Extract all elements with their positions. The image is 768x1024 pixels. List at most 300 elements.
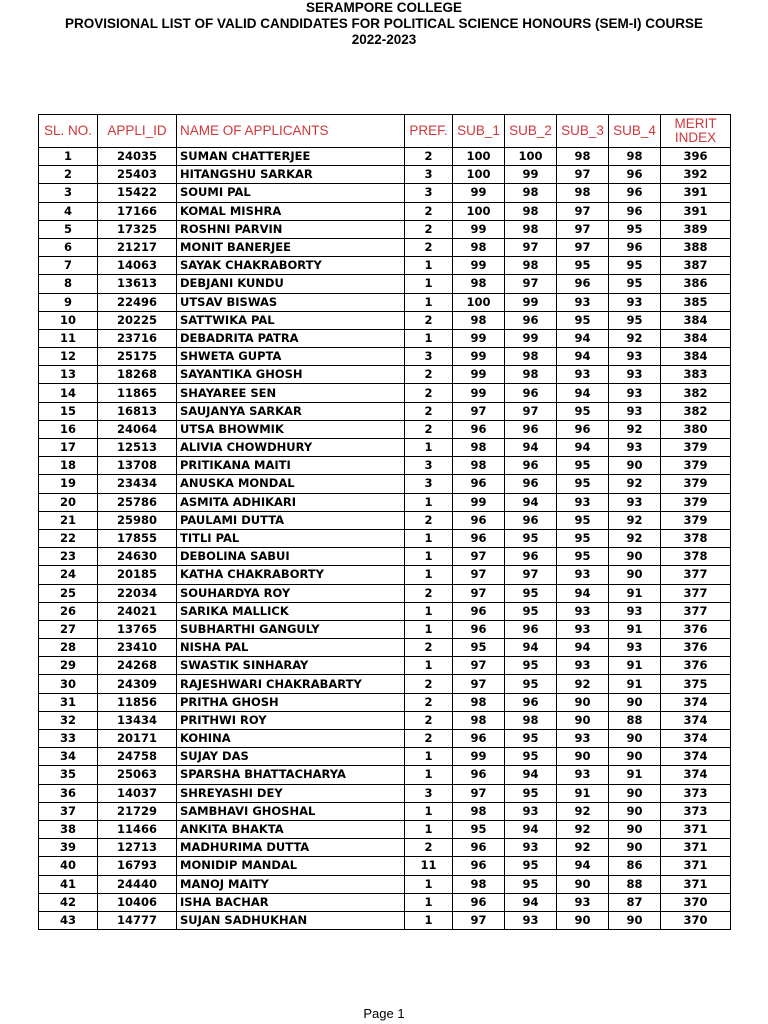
col-sub-4-cell: 95 — [609, 275, 661, 293]
col-sub-2-cell: 96 — [505, 420, 557, 438]
col-sl-no-cell: 1 — [39, 148, 98, 166]
col-name-cell: SOUHARDYA ROY — [177, 584, 405, 602]
table-row — [39, 657, 731, 675]
col-sub-1-cell: 96 — [453, 839, 505, 857]
table-row — [39, 148, 731, 166]
col-name-cell: SPARSHA BHATTACHARYA — [177, 766, 405, 784]
col-sub-2-cell: 96 — [505, 548, 557, 566]
col-name-cell: MADHURIMA DUTTA — [177, 839, 405, 857]
col-sub-1-cell: 98 — [453, 311, 505, 329]
col-pref-cell: 1 — [405, 911, 453, 929]
col-pref-cell: 1 — [405, 529, 453, 547]
col-name-cell: PRITHA GHOSH — [177, 693, 405, 711]
col-sub-1-cell: 97 — [453, 675, 505, 693]
col-name-cell: DEBJANI KUNDU — [177, 275, 405, 293]
table-row — [39, 711, 731, 729]
col-sl-no-cell: 26 — [39, 602, 98, 620]
col-merit-index-cell: 374 — [661, 711, 731, 729]
col-merit-index-cell: 391 — [661, 202, 731, 220]
col-name-cell: DEBADRITA PATRA — [177, 329, 405, 347]
col-pref-cell: 2 — [405, 584, 453, 602]
col-sub-4-cell: 93 — [609, 439, 661, 457]
table-row — [39, 730, 731, 748]
col-pref-cell: 1 — [405, 802, 453, 820]
col-sub-3-cell: 94 — [557, 857, 609, 875]
col-name-cell: SAMBHAVI GHOSHAL — [177, 802, 405, 820]
list-title: PROVISIONAL LIST OF VALID CANDIDATES FOR POLITICAL SCIENCE HONOURS (SEM-I) COURSE — [64, 16, 704, 31]
col-sub-3-cell: 97 — [557, 166, 609, 184]
table-row — [39, 566, 731, 584]
col-sub-3-cell: 97 — [557, 202, 609, 220]
col-sl-no-cell: 19 — [39, 475, 98, 493]
col-name-cell: SATTWIKA PAL — [177, 311, 405, 329]
col-sub-3-cell: 93 — [557, 766, 609, 784]
col-sub-4-cell: 93 — [609, 402, 661, 420]
col-pref-cell: 1 — [405, 893, 453, 911]
col-appli-id-cell: 11865 — [98, 384, 177, 402]
col-sl-no-cell: 14 — [39, 384, 98, 402]
col-sub-1-cell: 100 — [453, 148, 505, 166]
col-sub-3-cell: 93 — [557, 657, 609, 675]
col-sub-4-cell: 87 — [609, 893, 661, 911]
col-appli-id-cell: 22034 — [98, 584, 177, 602]
col-pref-cell: 2 — [405, 693, 453, 711]
table-row — [39, 911, 731, 929]
col-appli-id-cell: 17325 — [98, 220, 177, 238]
col-name-cell: SHAYAREE SEN — [177, 384, 405, 402]
col-appli-id-cell: 12513 — [98, 439, 177, 457]
col-sub-2-cell: 93 — [505, 802, 557, 820]
col-pref-cell: 2 — [405, 402, 453, 420]
col-sub-4-cell: 96 — [609, 184, 661, 202]
col-sub-1-cell: 96 — [453, 475, 505, 493]
page-number: Page 1 — [363, 1006, 405, 1021]
col-name-cell: SAUJANYA SARKAR — [177, 402, 405, 420]
col-sub-2-cell: 95 — [505, 784, 557, 802]
col-sl-no-cell: 20 — [39, 493, 98, 511]
col-name-cell: SUJAN SADHUKHAN — [177, 911, 405, 929]
col-appli-id-cell: 17855 — [98, 529, 177, 547]
col-sub-1-cell: 98 — [453, 693, 505, 711]
table-row — [39, 802, 731, 820]
col-sub-2-cell: 95 — [505, 748, 557, 766]
col-sub-3-cell: 95 — [557, 457, 609, 475]
col-sub-4-cell: 93 — [609, 384, 661, 402]
table-row — [39, 220, 731, 238]
col-pref-cell: 2 — [405, 730, 453, 748]
col-sub-2-cell: 98 — [505, 257, 557, 275]
col-sub-2-cell: 95 — [505, 875, 557, 893]
col-sub-2-cell: 98 — [505, 202, 557, 220]
col-sub-1-cell: 99 — [453, 220, 505, 238]
col-sub-2-cell: 99 — [505, 166, 557, 184]
col-sub-4-cell: 96 — [609, 238, 661, 256]
col-appli-id-cell: 25063 — [98, 766, 177, 784]
col-pref-cell: 2 — [405, 511, 453, 529]
col-sl-no-cell: 33 — [39, 730, 98, 748]
col-sub-1-cell: 96 — [453, 730, 505, 748]
col-pref-cell: 2 — [405, 711, 453, 729]
col-appli-id-header: APPLI_ID — [98, 115, 177, 148]
col-sl-no-cell: 24 — [39, 566, 98, 584]
col-sub-4-cell: 92 — [609, 329, 661, 347]
col-pref-cell: 1 — [405, 548, 453, 566]
col-sl-no-cell: 40 — [39, 857, 98, 875]
col-merit-index-cell: 388 — [661, 238, 731, 256]
col-sub-4-cell: 96 — [609, 202, 661, 220]
col-sub-1-cell: 96 — [453, 602, 505, 620]
table-row — [39, 748, 731, 766]
col-merit-index-cell: 371 — [661, 820, 731, 838]
col-pref-cell: 2 — [405, 366, 453, 384]
col-merit-index-cell: 374 — [661, 693, 731, 711]
table-row — [39, 293, 731, 311]
col-merit-index-cell: 387 — [661, 257, 731, 275]
col-sub-4-cell: 95 — [609, 311, 661, 329]
col-merit-index-cell: 371 — [661, 857, 731, 875]
col-sub-2-cell: 94 — [505, 493, 557, 511]
col-sl-no-cell: 41 — [39, 875, 98, 893]
col-sl-no-cell: 2 — [39, 166, 98, 184]
col-sl-no-cell: 28 — [39, 639, 98, 657]
col-name-cell: ANUSKA MONDAL — [177, 475, 405, 493]
col-sub-4-cell: 98 — [609, 148, 661, 166]
col-sub-3-cell: 95 — [557, 529, 609, 547]
col-sub-2-cell: 99 — [505, 329, 557, 347]
table-row — [39, 584, 731, 602]
table-row — [39, 202, 731, 220]
col-sub-2-cell: 96 — [505, 620, 557, 638]
table-row — [39, 439, 731, 457]
col-merit-index-cell: 379 — [661, 475, 731, 493]
col-sl-no-cell: 42 — [39, 893, 98, 911]
col-appli-id-cell: 13708 — [98, 457, 177, 475]
col-merit-index-cell: 373 — [661, 802, 731, 820]
col-appli-id-cell: 18268 — [98, 366, 177, 384]
candidates-table — [38, 114, 731, 930]
col-appli-id-cell: 24021 — [98, 602, 177, 620]
col-sub-1-cell: 96 — [453, 529, 505, 547]
col-sl-no-cell: 17 — [39, 439, 98, 457]
col-name-cell: RAJESHWARI CHAKRABARTY — [177, 675, 405, 693]
col-sl-no-cell: 10 — [39, 311, 98, 329]
col-sub-2-cell: 93 — [505, 911, 557, 929]
col-appli-id-cell: 24268 — [98, 657, 177, 675]
col-sub-2-cell: 98 — [505, 184, 557, 202]
col-appli-id-cell: 13765 — [98, 620, 177, 638]
col-merit-index-cell: 379 — [661, 457, 731, 475]
col-sub-1-cell: 97 — [453, 402, 505, 420]
col-merit-index-cell: 386 — [661, 275, 731, 293]
col-name-cell: KOMAL MISHRA — [177, 202, 405, 220]
col-sub-4-cell: 92 — [609, 511, 661, 529]
table-row — [39, 820, 731, 838]
col-sl-no-cell: 7 — [39, 257, 98, 275]
col-pref-cell: 3 — [405, 184, 453, 202]
col-sl-no-cell: 37 — [39, 802, 98, 820]
col-sub-4-cell: 96 — [609, 166, 661, 184]
col-sl-no-cell: 21 — [39, 511, 98, 529]
col-merit-index-cell: 391 — [661, 184, 731, 202]
col-sub-3-cell: 95 — [557, 475, 609, 493]
col-merit-index-cell: 392 — [661, 166, 731, 184]
col-sub-4-cell: 91 — [609, 584, 661, 602]
col-merit-index-cell: 379 — [661, 493, 731, 511]
col-sub-1-cell: 97 — [453, 566, 505, 584]
col-name-cell: SOUMI PAL — [177, 184, 405, 202]
col-sub-2-cell: 94 — [505, 439, 557, 457]
col-pref-cell: 3 — [405, 784, 453, 802]
col-sub-2-cell: 97 — [505, 566, 557, 584]
col-sub-2-cell: 94 — [505, 639, 557, 657]
table-row — [39, 475, 731, 493]
col-appli-id-cell: 11856 — [98, 693, 177, 711]
col-sub-1-cell: 95 — [453, 820, 505, 838]
col-sub-1-cell: 96 — [453, 420, 505, 438]
col-name-header: NAME OF APPLICANTS — [177, 115, 405, 148]
col-name-cell: TITLI PAL — [177, 529, 405, 547]
col-name-cell: MONIDIP MANDAL — [177, 857, 405, 875]
col-sub-2-cell: 98 — [505, 711, 557, 729]
col-name-cell: ALIVIA CHOWDHURY — [177, 439, 405, 457]
session-year: 2022-2023 — [351, 32, 417, 47]
col-merit-index-cell: 375 — [661, 675, 731, 693]
col-sub-3-cell: 93 — [557, 366, 609, 384]
col-name-cell: HITANGSHU SARKAR — [177, 166, 405, 184]
col-sub-3-cell: 92 — [557, 802, 609, 820]
col-sub-1-cell: 99 — [453, 384, 505, 402]
col-merit-index-cell: 396 — [661, 148, 731, 166]
col-appli-id-cell: 24630 — [98, 548, 177, 566]
col-sub-3-cell: 93 — [557, 620, 609, 638]
col-sl-no-cell: 35 — [39, 766, 98, 784]
col-sub-3-cell: 94 — [557, 584, 609, 602]
col-pref-cell: 11 — [405, 857, 453, 875]
col-merit-index-cell: 382 — [661, 384, 731, 402]
table-row — [39, 457, 731, 475]
col-appli-id-cell: 12713 — [98, 839, 177, 857]
col-name-cell: KOHINA — [177, 730, 405, 748]
col-sub-3-cell: 94 — [557, 348, 609, 366]
col-appli-id-cell: 23410 — [98, 639, 177, 657]
col-appli-id-cell: 23434 — [98, 475, 177, 493]
col-merit-index-cell: 370 — [661, 893, 731, 911]
table-row — [39, 493, 731, 511]
col-sub-1-cell: 99 — [453, 366, 505, 384]
col-merit-index-cell: 374 — [661, 748, 731, 766]
col-name-cell: SHWETA GUPTA — [177, 348, 405, 366]
col-merit-index-cell: 383 — [661, 366, 731, 384]
col-sl-no-cell: 38 — [39, 820, 98, 838]
col-pref-cell: 1 — [405, 748, 453, 766]
col-sub-4-cell: 90 — [609, 748, 661, 766]
col-sub-3-header: SUB_3 — [557, 115, 609, 148]
col-sub-4-cell: 90 — [609, 548, 661, 566]
col-sub-4-cell: 93 — [609, 639, 661, 657]
col-sub-3-cell: 90 — [557, 911, 609, 929]
col-sl-no-cell: 18 — [39, 457, 98, 475]
col-sl-no-cell: 6 — [39, 238, 98, 256]
col-merit-index-cell: 371 — [661, 875, 731, 893]
col-merit-index-cell: 376 — [661, 639, 731, 657]
col-sub-1-cell: 99 — [453, 329, 505, 347]
col-sub-1-cell: 95 — [453, 639, 505, 657]
col-appli-id-cell: 25175 — [98, 348, 177, 366]
col-sub-1-cell: 99 — [453, 748, 505, 766]
col-appli-id-cell: 24440 — [98, 875, 177, 893]
col-sl-no-cell: 29 — [39, 657, 98, 675]
col-sub-3-cell: 92 — [557, 820, 609, 838]
table-row — [39, 875, 731, 893]
col-sl-no-cell: 11 — [39, 329, 98, 347]
col-pref-header: PREF. — [405, 115, 453, 148]
col-sub-3-cell: 93 — [557, 893, 609, 911]
col-appli-id-cell: 16793 — [98, 857, 177, 875]
table-row — [39, 620, 731, 638]
col-sub-1-cell: 98 — [453, 439, 505, 457]
col-sl-no-cell: 5 — [39, 220, 98, 238]
table-row — [39, 257, 731, 275]
col-appli-id-cell: 24309 — [98, 675, 177, 693]
col-name-cell: ROSHNI PARVIN — [177, 220, 405, 238]
col-sub-3-cell: 95 — [557, 402, 609, 420]
col-merit-index-cell: 384 — [661, 329, 731, 347]
col-sl-no-cell: 3 — [39, 184, 98, 202]
col-pref-cell: 1 — [405, 566, 453, 584]
col-appli-id-cell: 11466 — [98, 820, 177, 838]
col-name-cell: SUMAN CHATTERJEE — [177, 148, 405, 166]
col-appli-id-cell: 23716 — [98, 329, 177, 347]
col-appli-id-cell: 20185 — [98, 566, 177, 584]
col-sl-no-cell: 31 — [39, 693, 98, 711]
col-sub-1-header: SUB_1 — [453, 115, 505, 148]
col-sub-4-cell: 92 — [609, 420, 661, 438]
table-row — [39, 184, 731, 202]
col-pref-cell: 2 — [405, 675, 453, 693]
col-sub-4-cell: 90 — [609, 730, 661, 748]
table-row — [39, 766, 731, 784]
col-appli-id-cell: 17166 — [98, 202, 177, 220]
col-sub-3-cell: 97 — [557, 220, 609, 238]
col-sub-3-cell: 90 — [557, 711, 609, 729]
col-sl-no-cell: 15 — [39, 402, 98, 420]
col-appli-id-cell: 25786 — [98, 493, 177, 511]
col-sub-2-cell: 95 — [505, 857, 557, 875]
col-appli-id-cell: 14777 — [98, 911, 177, 929]
col-merit-index-cell: 379 — [661, 439, 731, 457]
col-merit-index-cell: 385 — [661, 293, 731, 311]
col-sub-3-cell: 95 — [557, 511, 609, 529]
col-sub-1-cell: 100 — [453, 202, 505, 220]
table-row — [39, 238, 731, 256]
col-sub-1-cell: 96 — [453, 857, 505, 875]
col-pref-cell: 2 — [405, 384, 453, 402]
col-sub-1-cell: 96 — [453, 620, 505, 638]
col-pref-cell: 1 — [405, 293, 453, 311]
col-merit-index-cell: 371 — [661, 839, 731, 857]
col-appli-id-cell: 25980 — [98, 511, 177, 529]
col-appli-id-cell: 10406 — [98, 893, 177, 911]
col-sub-2-cell: 100 — [505, 148, 557, 166]
col-merit-index-cell: 382 — [661, 402, 731, 420]
col-sub-1-cell: 99 — [453, 257, 505, 275]
col-sub-4-cell: 90 — [609, 457, 661, 475]
table-row — [39, 402, 731, 420]
col-merit-index-cell: 377 — [661, 566, 731, 584]
col-merit-index-cell: 377 — [661, 584, 731, 602]
table-row — [39, 311, 731, 329]
col-appli-id-cell: 24064 — [98, 420, 177, 438]
table-row — [39, 329, 731, 347]
col-name-cell: NISHA PAL — [177, 639, 405, 657]
col-name-cell: SWASTIK SINHARAY — [177, 657, 405, 675]
table-row — [39, 529, 731, 547]
col-sub-1-cell: 98 — [453, 238, 505, 256]
col-name-cell: UTSA BHOWMIK — [177, 420, 405, 438]
col-sub-1-cell: 97 — [453, 911, 505, 929]
col-sub-1-cell: 97 — [453, 548, 505, 566]
col-sub-3-cell: 95 — [557, 548, 609, 566]
col-name-cell: MONIT BANERJEE — [177, 238, 405, 256]
col-pref-cell: 2 — [405, 639, 453, 657]
col-sub-4-cell: 88 — [609, 875, 661, 893]
col-sub-4-cell: 91 — [609, 657, 661, 675]
col-sub-3-cell: 98 — [557, 148, 609, 166]
col-sub-4-cell: 93 — [609, 348, 661, 366]
col-name-cell: KATHA CHAKRABORTY — [177, 566, 405, 584]
col-sub-3-cell: 93 — [557, 566, 609, 584]
col-sub-4-cell: 88 — [609, 711, 661, 729]
col-sub-4-cell: 92 — [609, 529, 661, 547]
col-sub-1-cell: 98 — [453, 802, 505, 820]
col-appli-id-cell: 24758 — [98, 748, 177, 766]
col-sub-4-cell: 93 — [609, 602, 661, 620]
col-sl-no-cell: 8 — [39, 275, 98, 293]
table-row — [39, 275, 731, 293]
col-appli-id-cell: 24035 — [98, 148, 177, 166]
col-sub-2-cell: 96 — [505, 511, 557, 529]
col-name-cell: UTSAV BISWAS — [177, 293, 405, 311]
col-pref-cell: 1 — [405, 257, 453, 275]
col-sub-2-cell: 93 — [505, 839, 557, 857]
col-sub-1-cell: 99 — [453, 184, 505, 202]
col-pref-cell: 1 — [405, 439, 453, 457]
col-name-cell: MANOJ MAITY — [177, 875, 405, 893]
col-pref-cell: 2 — [405, 238, 453, 256]
col-sub-2-cell: 96 — [505, 311, 557, 329]
col-sub-2-cell: 97 — [505, 275, 557, 293]
col-sub-3-cell: 96 — [557, 275, 609, 293]
col-name-cell: SAYAK CHAKRABORTY — [177, 257, 405, 275]
col-sl-no-header: SL. NO. — [39, 115, 98, 148]
col-sub-2-cell: 97 — [505, 238, 557, 256]
col-appli-id-cell: 21729 — [98, 802, 177, 820]
table-body — [39, 148, 731, 930]
col-appli-id-cell: 21217 — [98, 238, 177, 256]
col-sub-1-cell: 97 — [453, 784, 505, 802]
col-appli-id-cell: 13613 — [98, 275, 177, 293]
col-sub-2-cell: 95 — [505, 657, 557, 675]
col-sub-4-cell: 91 — [609, 766, 661, 784]
col-sl-no-cell: 25 — [39, 584, 98, 602]
col-merit-index-cell: 378 — [661, 529, 731, 547]
col-sub-2-cell: 96 — [505, 457, 557, 475]
col-appli-id-cell: 14037 — [98, 784, 177, 802]
col-sl-no-cell: 22 — [39, 529, 98, 547]
col-sl-no-cell: 12 — [39, 348, 98, 366]
col-name-cell: SUBHARTHI GANGULY — [177, 620, 405, 638]
col-pref-cell: 2 — [405, 311, 453, 329]
